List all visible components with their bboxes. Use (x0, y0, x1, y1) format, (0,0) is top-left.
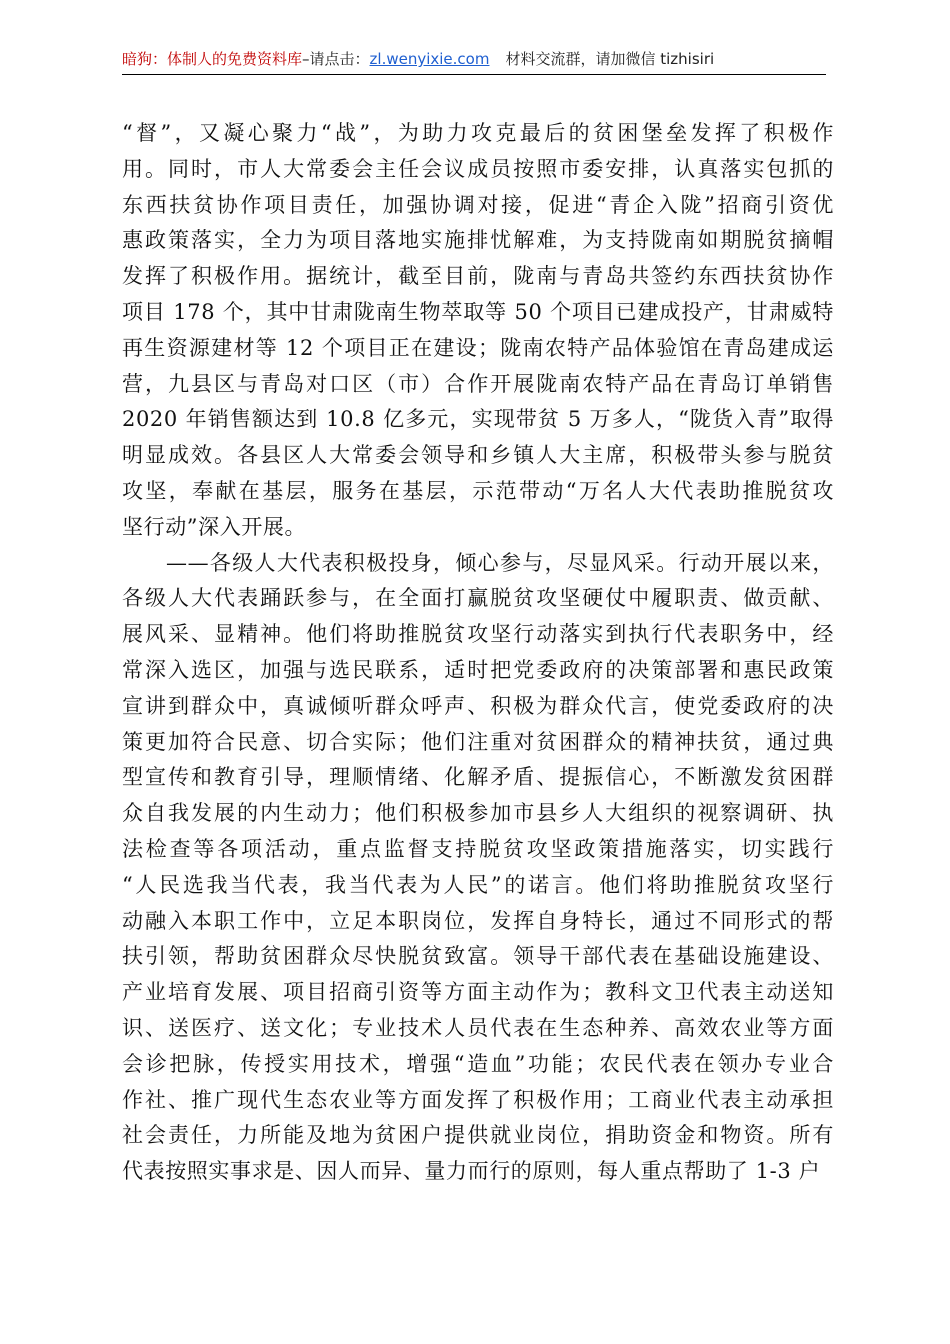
text-line: 各级人大代表踊跃参与，在全面打赢脱贫攻坚硬仗中履职责、做贡献、 (122, 586, 834, 611)
text-line: 代表按照实事求是、因人而异、量力而行的原则，每人重点帮助了 1-3 户 (122, 1159, 821, 1184)
header-divider (122, 74, 826, 75)
text-line: 2020 年销售额达到 10.8 亿多元，实现带贫 5 万多人，“陇货入青”取得 (122, 407, 834, 432)
text-line: 动融入本职工作中，立足本职岗位，发挥自身特长，通过不同形式的帮 (122, 908, 834, 933)
text-line: 会诊把脉，传授实用技术，增强“造血”功能；农民代表在领办专业合 (122, 1051, 834, 1076)
text-line: 发挥了积极作用。据统计，截至目前，陇南与青岛共签约东西扶贫协作 (122, 264, 834, 289)
text-line: 用。同时，市人大常委会主任会议成员按照市委安排，认真落实包抓的 (122, 156, 834, 181)
text-line: 扶引领，帮助贫困群众尽快脱贫致富。领导干部代表在基础设施建设、 (122, 944, 834, 969)
text-line: 展风采、显精神。他们将助推脱贫攻坚行动落实到执行代表职务中，经 (122, 622, 834, 647)
text-line: 社会责任，力所能及地为贫困户提供就业岗位，捐助资金和物资。所有 (122, 1123, 834, 1148)
document-body (122, 116, 834, 1190)
text-line: 产业培育发展、项目招商引资等方面主动作为；教科文卫代表主动送知 (122, 980, 834, 1005)
header-brand: 暗狗：体制人的免费资料库 (122, 50, 303, 68)
text-line: 众自我发展的内生动力；他们积极参加市县乡人大组织的视察调研、执 (122, 801, 834, 826)
text-line: ——各级人大代表积极投身，倾心参与，尽显风采。行动开展以来， (166, 550, 834, 575)
text-line: 惠政策落实，全力为项目落地实施排忧解难，为支持陇南如期脱贫摘帽 (122, 228, 834, 253)
text-line: 作社、推广现代生态农业等方面发挥了积极作用；工商业代表主动承担 (122, 1087, 834, 1112)
text-line: 再生资源建材等 12 个项目正在建设；陇南农特产品体验馆在青岛建成运 (122, 335, 834, 360)
paragraph (122, 116, 834, 546)
page-header (122, 47, 826, 71)
text-line: 坚行动”深入开展。 (122, 514, 307, 539)
paragraph (122, 546, 834, 1190)
text-line: 策更加符合民意、切合实际；他们注重对贫困群众的精神扶贫，通过典 (122, 729, 834, 754)
text-line: 项目 178 个，其中甘肃陇南生物萃取等 50 个项目已建成投产，甘肃威特 (122, 299, 834, 324)
text-line: 法检查等各项活动，重点监督支持脱贫攻坚政策措施落实，切实践行 (122, 836, 834, 861)
text-line: 东西扶贫协作项目责任，加强协调对接，促进“青企入陇”招商引资优 (122, 192, 834, 217)
text-line: 宣讲到群众中，真诚倾听群众呼声、积极为群众代言，使党委政府的决 (122, 693, 834, 718)
header-wechat: 材料交流群，请加微信 tizhisiri (505, 50, 715, 68)
text-line: 营，九县区与青岛对口区（市）合作开展陇南农特产品在青岛订单销售 (122, 371, 834, 396)
text-line: “人民选我当代表，我当代表为人民”的诺言。他们将助推脱贫攻坚行 (122, 872, 834, 897)
text-line: 识、送医疗、送文化；专业技术人员代表在生态种养、高效农业等方面 (122, 1015, 834, 1040)
header-link[interactable]: zl.wenyixie.com (369, 50, 490, 68)
text-line: 型宣传和教育引导，理顺情绪、化解矛盾、提振信心，不断激发贫困群 (122, 765, 834, 790)
text-line: 常深入选区，加强与选民联系，适时把党委政府的决策部署和惠民政策 (122, 657, 834, 682)
header-prompt: –请点击： (302, 50, 370, 68)
text-line: 攻坚，奉献在基层，服务在基层，示范带动“万名人大代表助推脱贫攻 (122, 478, 834, 503)
text-line: “督”，又凝心聚力“战”，为助力攻克最后的贫困堡垒发挥了积极作 (122, 121, 834, 145)
text-line: 明显成效。各县区人大常委会领导和乡镇人大主席，积极带头参与脱贫 (122, 443, 834, 468)
